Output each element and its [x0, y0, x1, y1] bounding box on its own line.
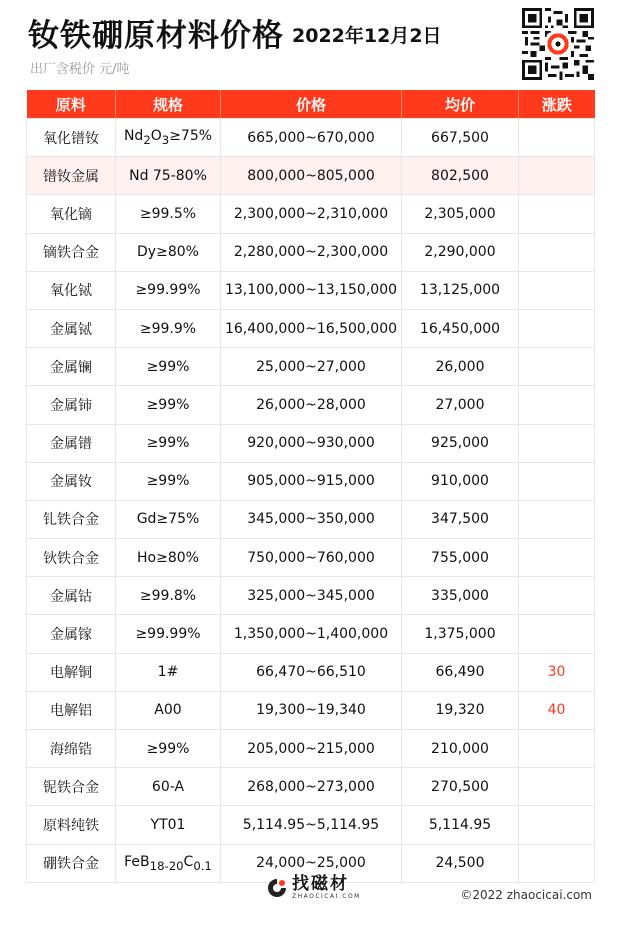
table-header-row [27, 90, 595, 119]
table-row [27, 615, 595, 653]
table-row [27, 462, 595, 500]
cell-spec: Dy≥80% [116, 233, 221, 271]
qr-code-icon [522, 8, 594, 80]
cell-price: 325,000~345,000 [221, 577, 402, 615]
cell-change [519, 768, 595, 806]
table-row [27, 195, 595, 233]
cell-price: 13,100,000~13,150,000 [221, 271, 402, 309]
cell-material: 原料纯铁 [27, 806, 116, 844]
table-row [27, 309, 595, 347]
cell-material: 铌铁合金 [27, 768, 116, 806]
cell-avg: 5,114.95 [402, 806, 519, 844]
cell-avg: 667,500 [402, 119, 519, 157]
cell-avg: 210,000 [402, 730, 519, 768]
table-row [27, 500, 595, 538]
cell-avg: 13,125,000 [402, 271, 519, 309]
cell-avg: 925,000 [402, 424, 519, 462]
cell-material: 电解铝 [27, 691, 116, 729]
cell-spec: YT01 [116, 806, 221, 844]
cell-change [519, 500, 595, 538]
table-body [27, 119, 595, 883]
cell-price: 24,000~25,000 [221, 844, 402, 882]
cell-spec: ≥99% [116, 462, 221, 500]
cell-material: 金属铈 [27, 386, 116, 424]
cell-price: 16,400,000~16,500,000 [221, 309, 402, 347]
cell-spec: 60-A [116, 768, 221, 806]
table-row [27, 539, 595, 577]
unit-note: 出厂含税价 元/吨 [30, 62, 130, 77]
table-row [27, 691, 595, 729]
cell-avg: 19,320 [402, 691, 519, 729]
cell-spec: ≥99.99% [116, 271, 221, 309]
cell-price: 750,000~760,000 [221, 539, 402, 577]
cell-avg: 24,500 [402, 844, 519, 882]
table-row [27, 233, 595, 271]
page-title [28, 10, 442, 55]
price-table [26, 90, 595, 883]
cell-spec: 1# [116, 653, 221, 691]
cell-material: 氧化镝 [27, 195, 116, 233]
cell-material: 镝铁合金 [27, 233, 116, 271]
cell-price: 665,000~670,000 [221, 119, 402, 157]
col-header-price: 价格 [221, 90, 402, 119]
copyright: ©2022 zhaocicai.com [460, 888, 592, 902]
cell-change [519, 348, 595, 386]
cell-avg: 270,500 [402, 768, 519, 806]
table-row [27, 348, 595, 386]
cell-price: 25,000~27,000 [221, 348, 402, 386]
cell-change [519, 119, 595, 157]
cell-material: 金属钕 [27, 462, 116, 500]
table-row [27, 653, 595, 691]
cell-change [519, 195, 595, 233]
cell-price: 1,350,000~1,400,000 [221, 615, 402, 653]
cell-avg: 755,000 [402, 539, 519, 577]
cell-spec: $FeB_{18-20}C_{0.1}$ [116, 844, 221, 882]
cell-avg: 27,000 [402, 386, 519, 424]
cell-spec: ≥99% [116, 424, 221, 462]
table-row [27, 157, 595, 195]
table-row [27, 119, 595, 157]
cell-price: 345,000~350,000 [221, 500, 402, 538]
cell-change [519, 386, 595, 424]
cell-spec: A00 [116, 691, 221, 729]
cell-avg: 2,290,000 [402, 233, 519, 271]
table-row [27, 730, 595, 768]
cell-avg: 16,450,000 [402, 309, 519, 347]
cell-price: 905,000~915,000 [221, 462, 402, 500]
table-row [27, 271, 595, 309]
cell-price: 5,114.95~5,114.95 [221, 806, 402, 844]
cell-material: 氧化镨钕 [27, 119, 116, 157]
cell-material: 金属钴 [27, 577, 116, 615]
cell-price: 2,300,000~2,310,000 [221, 195, 402, 233]
cell-change [519, 577, 595, 615]
cell-avg: 26,000 [402, 348, 519, 386]
cell-change [519, 806, 595, 844]
cell-material: 氧化铽 [27, 271, 116, 309]
col-header-avg: 均价 [402, 90, 519, 119]
cell-material: 钆铁合金 [27, 500, 116, 538]
cell-material: 硼铁合金 [27, 844, 116, 882]
cell-change: 40 [519, 691, 595, 729]
table-row [27, 386, 595, 424]
cell-change [519, 309, 595, 347]
cell-material: 海绵锆 [27, 730, 116, 768]
cell-material: 金属镨 [27, 424, 116, 462]
cell-change [519, 233, 595, 271]
table-row [27, 768, 595, 806]
logo-name: 找磁材 [292, 874, 349, 894]
cell-avg: 347,500 [402, 500, 519, 538]
col-header-spec: 规格 [116, 90, 221, 119]
col-header-change: 涨跌 [519, 90, 595, 119]
table-row [27, 577, 595, 615]
cell-change [519, 157, 595, 195]
cell-avg: 802,500 [402, 157, 519, 195]
cell-spec: Gd≥75% [116, 500, 221, 538]
cell-spec: ≥99% [116, 730, 221, 768]
cell-material: 金属镧 [27, 348, 116, 386]
logo-en: ZHAOCICAI.COM [292, 893, 361, 900]
cell-change [519, 844, 595, 882]
cell-spec: ≥99% [116, 386, 221, 424]
cell-avg: 66,490 [402, 653, 519, 691]
cell-material: 金属铽 [27, 309, 116, 347]
cell-spec: ≥99.8% [116, 577, 221, 615]
cell-avg: 335,000 [402, 577, 519, 615]
cell-price: 920,000~930,000 [221, 424, 402, 462]
cell-price: 268,000~273,000 [221, 768, 402, 806]
cell-spec: ≥99.99% [116, 615, 221, 653]
cell-material: 镨钕金属 [27, 157, 116, 195]
cell-change [519, 271, 595, 309]
cell-avg: 2,305,000 [402, 195, 519, 233]
col-header-material: 原料 [27, 90, 116, 119]
cell-material: 钬铁合金 [27, 539, 116, 577]
cell-change [519, 615, 595, 653]
cell-price: 2,280,000~2,300,000 [221, 233, 402, 271]
cell-price: 205,000~215,000 [221, 730, 402, 768]
cell-price: 66,470~66,510 [221, 653, 402, 691]
cell-avg: 910,000 [402, 462, 519, 500]
cell-avg: 1,375,000 [402, 615, 519, 653]
cell-material: 电解铜 [27, 653, 116, 691]
cell-change [519, 730, 595, 768]
cell-spec: ≥99.5% [116, 195, 221, 233]
footer-logo [266, 875, 361, 900]
cell-spec: $Nd_2O_3\ge 75\%$ [116, 119, 221, 157]
cell-price: 19,300~19,340 [221, 691, 402, 729]
cell-spec: ≥99% [116, 348, 221, 386]
table-row [27, 806, 595, 844]
cell-spec: Nd 75-80% [116, 157, 221, 195]
cell-change [519, 424, 595, 462]
cell-price: 800,000~805,000 [221, 157, 402, 195]
cell-price: 26,000~28,000 [221, 386, 402, 424]
cell-change: 30 [519, 653, 595, 691]
cell-change [519, 462, 595, 500]
cell-material: 金属镓 [27, 615, 116, 653]
cell-change [519, 539, 595, 577]
cell-spec: ≥99.9% [116, 309, 221, 347]
table-row [27, 424, 595, 462]
cell-spec: Ho≥80% [116, 539, 221, 577]
title-text: 钕铁硼原材料价格 [28, 18, 284, 54]
zhaocicai-logo-icon [266, 877, 288, 899]
title-date: 2022年12月2日 [292, 25, 442, 47]
